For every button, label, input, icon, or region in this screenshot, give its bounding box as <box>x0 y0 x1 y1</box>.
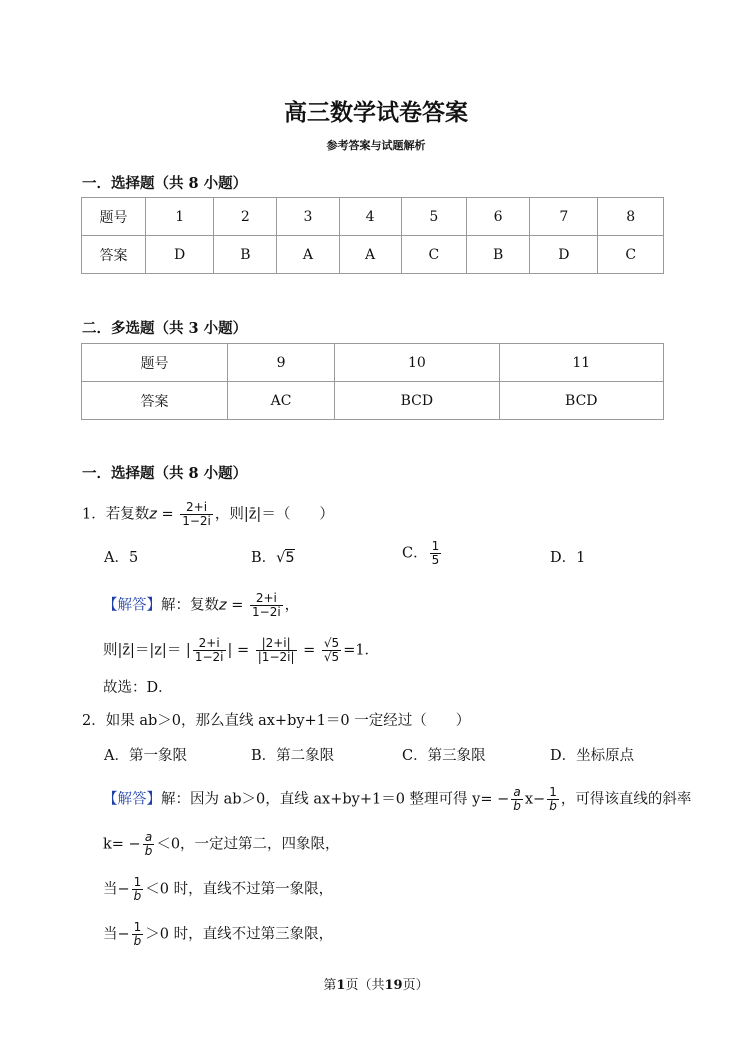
q2-answer-line2 <box>103 831 340 858</box>
stem-text: 如果 ab＞0，那么直线 ax+by+1＝0 一定经过（ ） <box>105 713 471 729</box>
footer-text: 页（共 <box>345 978 385 993</box>
table-cell: B <box>214 236 277 274</box>
answer-text: x− <box>524 791 546 808</box>
footer-text: 第 <box>323 978 337 993</box>
numerator: 1 <box>133 875 142 889</box>
total-pages: 19 <box>384 978 403 993</box>
table-cell: C <box>598 236 664 274</box>
radicand: 5 <box>331 636 340 650</box>
denominator: b <box>513 799 521 813</box>
answer-text: ， <box>284 597 300 614</box>
denominator: 1−2i <box>182 514 211 528</box>
option-a: A．第一象限 <box>104 748 187 764</box>
fraction <box>132 921 144 948</box>
answer-text: 当− <box>103 881 130 898</box>
table-cell: 7 <box>530 198 598 236</box>
numerator: 1 <box>133 920 142 934</box>
option-d: D．坐标原点 <box>550 748 635 764</box>
table-cell: D <box>530 236 598 274</box>
q2-answer-line3 <box>103 876 333 903</box>
q1-answer-line2 <box>103 637 379 664</box>
table-cell: AC <box>228 382 335 420</box>
denominator: 5 <box>431 553 440 567</box>
numerator: |2+i| <box>256 637 297 651</box>
option-d <box>550 548 585 568</box>
math-var: z <box>219 597 227 614</box>
answer-text: ＞0 时，直线不过第三象限， <box>145 926 334 943</box>
q2-answer-line1 <box>103 786 691 813</box>
table-cell: B <box>467 236 530 274</box>
section-heading-single-choice: 一．选择题（共 8 小题） <box>82 175 248 192</box>
question-2-stem <box>82 711 470 731</box>
option-value: 5 <box>128 550 139 566</box>
fraction <box>256 637 297 664</box>
stem-text: 若复数 <box>105 506 150 523</box>
option-a <box>104 548 138 568</box>
fraction <box>511 786 523 813</box>
table-cell: BCD <box>499 382 663 420</box>
question-number: 2． <box>82 713 106 729</box>
page-subtitle: 参考答案与试题解析 <box>326 139 426 152</box>
q1-answer-line1 <box>103 592 299 619</box>
table-cell: 11 <box>499 344 663 382</box>
table-row-numbers <box>82 198 664 236</box>
table-cell: 6 <box>467 198 530 236</box>
fraction <box>143 831 155 858</box>
q2-answer-line4 <box>103 921 333 948</box>
numerator: a <box>511 786 523 800</box>
denominator: |1−2i| <box>257 650 295 664</box>
numerator: 2+i <box>180 501 213 515</box>
numerator: 1 <box>431 539 440 553</box>
table-cell: D <box>146 236 214 274</box>
option-label: D． <box>550 550 577 566</box>
radicand: 5 <box>285 550 295 566</box>
answer-text: 解：复数 <box>161 597 219 614</box>
stem-text: ，则|z̄|＝（ ） <box>214 506 334 523</box>
table-cell: 8 <box>598 198 664 236</box>
fraction <box>193 637 226 664</box>
question-number: 1． <box>82 506 106 523</box>
denominator: b <box>144 844 153 858</box>
answer-text: k= − <box>103 836 141 853</box>
row-label-number: 题号 <box>82 344 228 382</box>
table-row-answers <box>82 236 664 274</box>
page-footer <box>0 974 752 993</box>
denominator: 1−2i <box>252 605 281 619</box>
numerator: a <box>143 831 155 845</box>
answer-table-multi-choice <box>81 343 664 420</box>
fraction-sqrt <box>322 637 341 664</box>
section-heading-solutions: 一．选择题（共 8 小题） <box>82 465 248 482</box>
table-cell: BCD <box>335 382 499 420</box>
denominator: b <box>133 934 142 948</box>
numerator: √5 <box>323 636 340 650</box>
table-cell: 1 <box>146 198 214 236</box>
fraction <box>250 592 283 619</box>
equals: = <box>226 597 248 614</box>
row-label-answer: 答案 <box>82 236 146 274</box>
option-c <box>402 540 443 567</box>
numerator: 1 <box>549 785 557 799</box>
table-cell: 9 <box>228 344 335 382</box>
page-title: 高三数学试卷答案 <box>284 99 468 126</box>
fraction <box>547 786 559 813</box>
table-cell: 3 <box>277 198 339 236</box>
radicand: 5 <box>331 650 340 664</box>
numerator: 2+i <box>193 637 226 651</box>
answer-tag: 【解答】 <box>103 597 161 614</box>
option-label: B． <box>251 550 277 566</box>
answer-text: 当− <box>103 926 130 943</box>
question-1-stem <box>82 501 334 528</box>
q1-conclusion: 故选：D． <box>103 680 173 696</box>
denominator: √5 <box>323 650 340 664</box>
option-b: B．第二象限 <box>251 748 335 764</box>
table-cell: 4 <box>339 198 401 236</box>
section-heading-multi-choice: 二．多选题（共 3 小题） <box>82 320 248 337</box>
row-label-answer: 答案 <box>82 382 228 420</box>
sqrt: √5 <box>276 550 295 566</box>
denominator: b <box>549 799 557 813</box>
math-var: z <box>149 506 157 523</box>
table-row-answers <box>82 382 664 420</box>
row-label-number: 题号 <box>82 198 146 236</box>
option-label: A． <box>104 550 129 566</box>
fraction <box>430 540 442 567</box>
option-label: C． <box>402 545 428 562</box>
answer-text: = <box>298 642 320 659</box>
option-b <box>251 548 295 568</box>
answer-text: ，可得该直线的斜率 <box>560 791 692 808</box>
table-cell: C <box>401 236 466 274</box>
table-cell: 5 <box>401 198 466 236</box>
table-cell: A <box>277 236 339 274</box>
answer-text: 则|z̄|＝|z|＝ | <box>103 642 191 659</box>
fraction <box>180 501 213 528</box>
fraction <box>132 876 144 903</box>
table-cell: A <box>339 236 401 274</box>
option-c: C．第三象限 <box>402 748 486 764</box>
answer-text: 解：因为 ab＞0，直线 ax+by+1＝0 整理可得 y= − <box>161 791 510 808</box>
denominator: 1−2i <box>194 650 224 664</box>
denominator: b <box>133 889 142 903</box>
numerator: 2+i <box>250 592 283 606</box>
answer-text: | = <box>227 642 254 659</box>
answer-text: =1． <box>343 642 380 659</box>
page-number: 1 <box>336 978 346 993</box>
option-value: 1 <box>576 550 586 566</box>
equals: = <box>156 506 179 523</box>
answer-tag: 【解答】 <box>103 791 161 808</box>
answer-text: ＜0 时，直线不过第一象限， <box>145 881 334 898</box>
table-row-numbers <box>82 344 664 382</box>
table-cell: 10 <box>335 344 499 382</box>
footer-text: 页） <box>402 978 429 993</box>
answer-text: ＜0，一定过第二，四象限， <box>156 836 340 853</box>
table-cell: 2 <box>214 198 277 236</box>
answer-table-single-choice <box>81 197 664 274</box>
